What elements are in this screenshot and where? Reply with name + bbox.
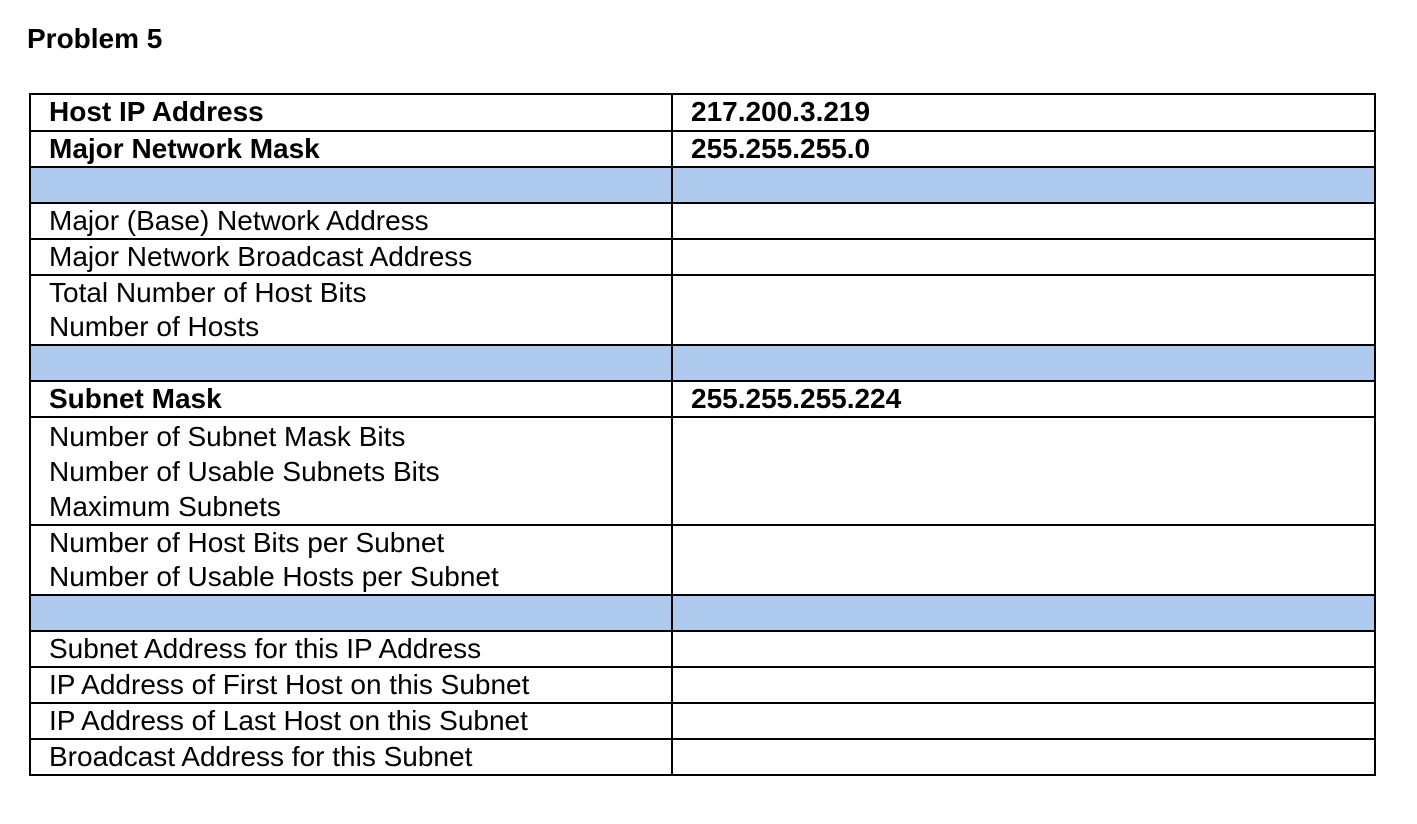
answer-cell[interactable] bbox=[672, 739, 1375, 775]
row-label: Major (Base) Network Address bbox=[49, 205, 429, 236]
answer-cell[interactable] bbox=[672, 381, 1375, 417]
answer-cell[interactable] bbox=[672, 203, 1375, 239]
separator-cell bbox=[672, 345, 1375, 381]
answer-cell[interactable] bbox=[672, 417, 1375, 525]
row-label: Host IP Address bbox=[49, 96, 264, 127]
label-cell bbox=[30, 703, 672, 739]
row-major-broadcast-address bbox=[30, 239, 1375, 275]
row-subnet-mask bbox=[30, 381, 1375, 417]
row-first-host bbox=[30, 667, 1375, 703]
row-broadcast-address bbox=[30, 739, 1375, 775]
row-label: Total Number of Host Bits bbox=[49, 277, 367, 308]
row-label: Number of Host Bits per Subnet bbox=[49, 527, 445, 558]
row-subnet-bits-and-max-subnets bbox=[30, 417, 1375, 525]
row-label: Major Network Broadcast Address bbox=[49, 241, 473, 272]
row-label: Broadcast Address for this Subnet bbox=[49, 741, 473, 772]
problem-title: Problem 5 bbox=[27, 23, 163, 54]
row-label: Maximum Subnets bbox=[49, 491, 281, 522]
row-label: Subnet Mask bbox=[49, 383, 222, 414]
answer-cell[interactable] bbox=[672, 667, 1375, 703]
label-cell bbox=[30, 739, 672, 775]
row-major-network-mask bbox=[30, 131, 1375, 167]
row-major-network-address bbox=[30, 203, 1375, 239]
label-cell bbox=[30, 381, 672, 417]
row-value: 217.200.3.219 bbox=[691, 96, 871, 127]
label-cell bbox=[30, 275, 672, 345]
answer-cell[interactable] bbox=[672, 94, 1375, 131]
row-label: Major Network Mask bbox=[49, 133, 320, 164]
answer-cell[interactable] bbox=[672, 239, 1375, 275]
separator-cell bbox=[30, 167, 672, 203]
section-separator bbox=[30, 167, 1375, 203]
separator-cell bbox=[30, 595, 672, 631]
subnetting-worksheet-table bbox=[29, 93, 1376, 776]
row-label: Subnet Address for this IP Address bbox=[49, 633, 482, 664]
row-host-bits-and-hosts bbox=[30, 275, 1375, 345]
row-last-host bbox=[30, 703, 1375, 739]
section-separator bbox=[30, 345, 1375, 381]
answer-cell[interactable] bbox=[672, 703, 1375, 739]
label-cell bbox=[30, 94, 672, 131]
answer-cell[interactable] bbox=[672, 275, 1375, 345]
label-cell bbox=[30, 131, 672, 167]
separator-cell bbox=[672, 595, 1375, 631]
answer-cell[interactable] bbox=[672, 131, 1375, 167]
row-label: IP Address of Last Host on this Subnet bbox=[49, 705, 528, 736]
answer-cell[interactable] bbox=[672, 525, 1375, 595]
row-label: Number of Usable Hosts per Subnet bbox=[49, 561, 499, 592]
row-value: 255.255.255.0 bbox=[691, 133, 871, 164]
section-separator bbox=[30, 595, 1375, 631]
row-value: 255.255.255.224 bbox=[691, 383, 902, 414]
separator-cell bbox=[672, 167, 1375, 203]
separator-cell bbox=[30, 345, 672, 381]
row-label: IP Address of First Host on this Subnet bbox=[49, 669, 530, 700]
label-cell bbox=[30, 631, 672, 667]
label-cell bbox=[30, 239, 672, 275]
row-label: Number of Hosts bbox=[49, 311, 260, 342]
label-cell bbox=[30, 203, 672, 239]
label-cell bbox=[30, 525, 672, 595]
row-subnet-address bbox=[30, 631, 1375, 667]
answer-cell[interactable] bbox=[672, 631, 1375, 667]
row-host-ip-address bbox=[30, 94, 1375, 131]
row-host-bits-per-subnet bbox=[30, 525, 1375, 595]
row-label: Number of Subnet Mask Bits bbox=[49, 421, 406, 452]
label-cell bbox=[30, 667, 672, 703]
row-label: Number of Usable Subnets Bits bbox=[49, 456, 440, 487]
label-cell bbox=[30, 417, 672, 525]
